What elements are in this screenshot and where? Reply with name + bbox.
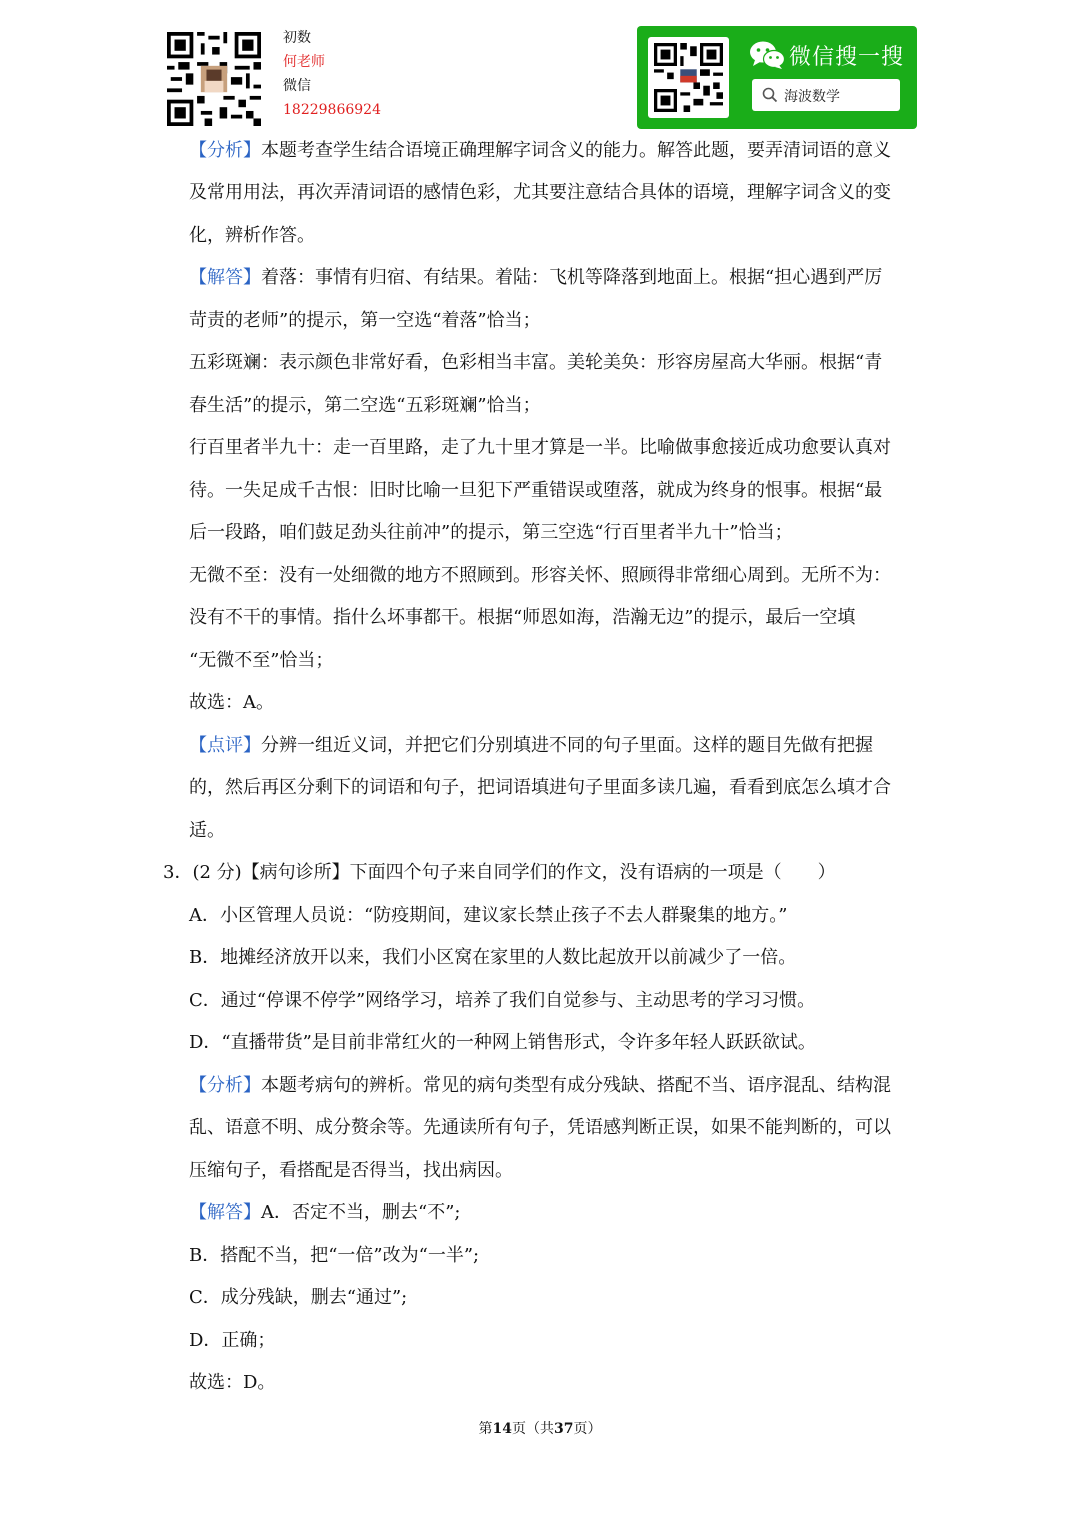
question-3-option-a: A．小区管理人员说：“防疫期间，建议家长禁止孩子不去人群聚集的地方。” <box>189 905 788 926</box>
comment-text: 分辨一组近义词，并把它们分别填进不同的句子里面。这样的题目先做有把握 <box>261 735 873 756</box>
question-3-option-c: C．通过“停课不停学”网络学习，培养了我们自觉参与、主动思考的学习习惯。 <box>189 990 816 1011</box>
page-number <box>0 1418 1080 1438</box>
wechat-search-text: 海波数学 <box>784 89 840 105</box>
answer-3-line-2: B．搭配不当，把“一倍”改为“一半”; <box>189 1245 480 1266</box>
answer-1-line-3: 五彩斑斓：表示颜色非常好看，色彩相当丰富。美轮美奂：形容房屋高大华丽。根据“青 <box>189 352 883 373</box>
page-prefix: 第 <box>478 1421 493 1437</box>
contact-info <box>283 26 381 122</box>
wechat-qr-code <box>648 37 729 118</box>
answer-1-line-1 <box>189 257 921 300</box>
wechat-logo-icon <box>749 40 785 70</box>
analysis-1-line-1 <box>189 130 921 173</box>
answer-3-line-3: C．成分残缺，删去“通过”; <box>189 1287 408 1308</box>
question-3-stem: 3．(2 分)【病句诊所】下面四个句子来自同学们的作文，没有语病的一项是（ ） <box>163 862 836 883</box>
analysis-text: 本题考病句的辨析。常见的病句类型有成分残缺、搭配不当、语序混乱、结构混 <box>261 1075 891 1096</box>
wechat-search-title: 微信搜一搜 <box>789 45 905 70</box>
answer-1-line-10: “无微不至”恰当； <box>189 650 334 671</box>
answer-3-line-4: D．正确； <box>189 1330 276 1351</box>
contact-qr-code <box>167 32 261 126</box>
answer-tag: 【解答】 <box>189 1202 261 1223</box>
contact-name: 何老师 <box>283 54 325 70</box>
answer-3-line-5: 故选：D。 <box>189 1372 276 1393</box>
analysis-3-line-2: 乱、语意不明、成分赘余等。先通读所有句子，凭语感判断正误，如果不能判断的，可以 <box>189 1117 891 1138</box>
answer-1-line-4: 春生活”的提示，第二空选“五彩斑斓”恰当； <box>189 395 541 416</box>
answer-1-line-5: 行百里者半九十：走一百里路，走了九十里才算是一半。比喻做事愈接近成功愈要认真对 <box>189 437 891 458</box>
answer-tag: 【解答】 <box>189 267 261 288</box>
answer-1-line-2: 苛责的老师”的提示，第一空选“着落”恰当； <box>189 310 541 331</box>
analysis-1-line-3: 化，辨析作答。 <box>189 225 315 246</box>
comment-1-line-2: 的，然后再区分剩下的词语和句子，把词语填进句子里面多读几遍，看看到底怎么填才合 <box>189 777 891 798</box>
comment-1-line-3: 适。 <box>189 820 225 841</box>
search-icon <box>762 87 778 103</box>
contact-wechat-label: 微信 <box>283 78 311 94</box>
answer-1-line-6: 待。一失足成千古恨：旧时比喻一旦犯下严重错误或堕落，就成为终身的恨事。根据“最 <box>189 480 883 501</box>
page-mid: 页（共 <box>512 1421 554 1437</box>
analysis-tag: 【分析】 <box>189 1075 261 1096</box>
question-3-option-b: B．地摊经济放开以来，我们小区窝在家里的人数比起放开以前减少了一倍。 <box>189 947 797 968</box>
answer-1-line-11: 故选：A。 <box>189 692 274 713</box>
wechat-search-banner <box>637 26 917 129</box>
answer-3-line-1 <box>189 1192 921 1235</box>
question-3-option-d: D．“直播带货”是目前非常红火的一种网上销售形式，令许多年轻人跃跃欲试。 <box>189 1032 816 1053</box>
analysis-1-line-2: 及常用用法，再次弄清词语的感情色彩，尤其要注意结合具体的语境，理解字词含义的变 <box>189 182 891 203</box>
wechat-search-box[interactable] <box>752 79 900 111</box>
answer-text: A．否定不当，删去“不”; <box>261 1202 461 1223</box>
qr-code-icon <box>167 32 261 126</box>
comment-tag: 【点评】 <box>189 735 261 756</box>
answer-1-line-9: 没有不干的事情。指什么坏事都干。根据“师恩如海，浩瀚无边”的提示，最后一空填 <box>189 607 856 628</box>
comment-1-line-1 <box>189 725 921 768</box>
answer-1-line-7: 后一段路，咱们鼓足劲头往前冲”的提示，第三空选“行百里者半九十”恰当； <box>189 522 793 543</box>
answer-1-line-8: 无微不至：没有一处细微的地方不照顾到。形容关怀、照顾得非常细心周到。无所不为： <box>189 565 891 586</box>
analysis-text: 本题考查学生结合语境正确理解字词含义的能力。解答此题，要弄清词语的意义 <box>261 140 891 161</box>
analysis-3-line-1 <box>189 1065 921 1108</box>
total-pages: 37 <box>554 1421 574 1437</box>
analysis-3-line-3: 压缩句子，看搭配是否得当，找出病因。 <box>189 1160 513 1181</box>
contact-subject: 初数 <box>283 30 311 46</box>
qr-code-icon <box>654 43 723 112</box>
answer-text: 着落：事情有归宿、有结果。着陆：飞机等降落到地面上。根据“担心遇到严厉 <box>261 267 883 288</box>
analysis-tag: 【分析】 <box>189 140 261 161</box>
page-suffix: 页） <box>573 1421 602 1437</box>
current-page: 14 <box>492 1421 512 1437</box>
contact-phone: 18229866924 <box>283 102 381 118</box>
